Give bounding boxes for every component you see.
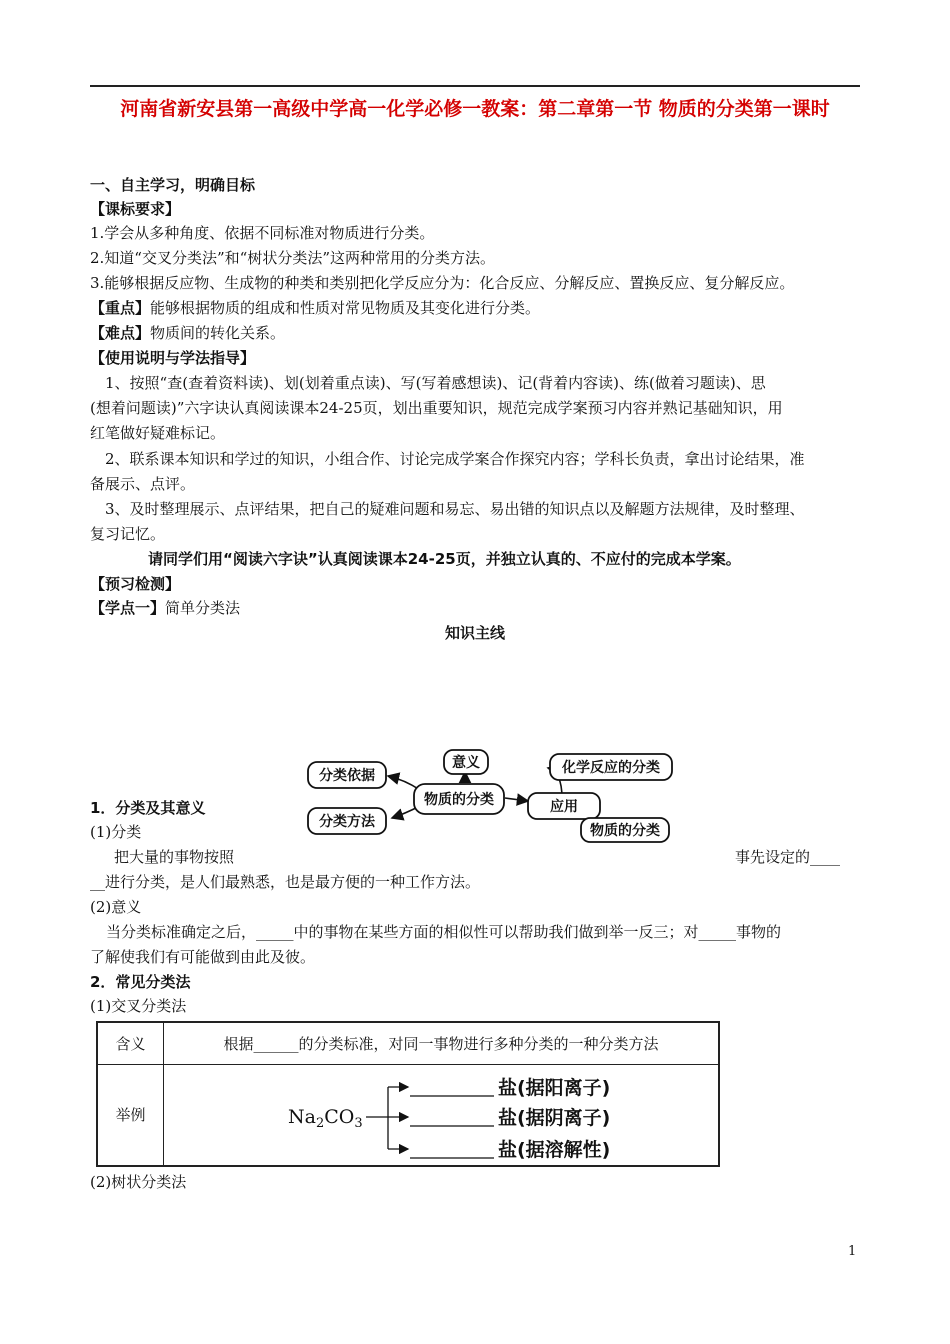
point-1-label: 【学点一】 xyxy=(90,599,166,617)
guide-1-line-3: 红笔做好疑难标记。 xyxy=(90,424,226,442)
part-1-meaning-line-2: 了解使我们有可能做到由此及彼。 xyxy=(90,948,316,966)
part-1-sub-1: (1)分类 xyxy=(90,823,142,841)
part-1-meaning-line-1: 当分类标准确定之后，_____中的事物在某些方面的相似性可以帮助我们做到举一反三；对_____事物的 xyxy=(106,923,782,941)
meaning-label: 意义 xyxy=(452,755,480,771)
guide-1-line-2: (想着问题读)”六字诀认真阅读课本24-25页，划出重要知识，规范完成学案预习内容并熟记基础知识，用 xyxy=(90,399,783,417)
center-label: 物质的分类 xyxy=(424,792,494,808)
part-2-sub-1: (1)交叉分类法 xyxy=(90,997,187,1015)
point-1-text: 简单分类法 xyxy=(165,599,241,617)
part-1-sub-2: (2)意义 xyxy=(90,898,142,916)
guide-1-line-1: 1、按照“查(查着资料读)、划(划着重点读)、写(写着感想读)、记(背着内容读)、练(做着习题读)、思 xyxy=(105,374,766,392)
key-text: 能够根据物质的组成和性质对常见物质及其变化进行分类。 xyxy=(150,299,541,317)
branch-cation: 盐(据阳离子) xyxy=(498,1076,611,1099)
header-rule xyxy=(90,85,860,87)
basis-label: 分类依据 xyxy=(319,768,375,784)
part-2-sub-2: (2)树状分类法 xyxy=(90,1173,187,1191)
requirement-1: 1.学会从多种角度、依据不同标准对物质进行分类。 xyxy=(90,224,435,242)
part-1-heading: 1．分类及其意义 xyxy=(90,799,206,817)
requirement-2: 2.知道“交叉分类法”和“树状分类法”这两种常用的分类方法。 xyxy=(90,249,495,267)
part-1-text-c: __进行分类，是人们最熟悉，也是最方便的一种工作方法。 xyxy=(90,873,481,891)
section-heading: 一、自主学习，明确目标 xyxy=(90,176,256,194)
document-title: 河南省新安县第一高级中学高一化学必修一教案：第二章第一节 物质的分类第一课时 xyxy=(120,98,830,120)
page-number: 1 xyxy=(848,1244,857,1259)
guide-2-line-1: 2、联系课本知识和学过的知识，小组合作、讨论完成学案合作探究内容；学科长负责，拿出讨论结果，准 xyxy=(105,450,805,468)
main-line-label: 知识主线 xyxy=(444,624,505,642)
point-1 xyxy=(90,596,865,620)
reaction-class-label: 化学反应的分类 xyxy=(562,760,660,776)
guide-3-line-2: 复习记忆。 xyxy=(90,525,166,543)
part-1-text-a: 把大量的事物按照 xyxy=(114,848,235,866)
part-1-text-b: 事先设定的____ xyxy=(735,848,841,866)
preview-label: 【预习检测】 xyxy=(90,575,181,593)
difficult-text: 物质间的转化关系。 xyxy=(150,324,286,342)
key-label: 【重点】 xyxy=(90,299,151,317)
cross-classification-diagram xyxy=(164,1065,718,1165)
notice: 请同学们用“阅读六字诀”认真阅读课本24-25页，并独立认真的、不应付的完成本学案。 xyxy=(148,550,741,568)
difficult-point xyxy=(90,321,865,345)
branch-anion: 盐(据阴离子) xyxy=(498,1106,611,1129)
cross-classification-table xyxy=(96,1021,720,1167)
row-example-label: 举例 xyxy=(97,1064,164,1166)
part-2-heading: 2．常见分类法 xyxy=(90,973,191,991)
compound-formula: $Na_2CO_3$ xyxy=(288,1105,363,1131)
key-point xyxy=(90,296,865,320)
guide-2-line-2: 备展示、点评。 xyxy=(90,475,196,493)
row-example-cell xyxy=(164,1064,720,1166)
row-meaning-text: 根据______的分类标准，对同一事物进行多种分类的一种分类方法 xyxy=(164,1022,720,1064)
substance-class-label: 物质的分类 xyxy=(590,823,660,839)
method-label: 分类方法 xyxy=(319,814,375,830)
branch-solubility: 盐(据溶解性) xyxy=(498,1138,611,1161)
guide-3-line-1: 3、及时整理展示、点评结果，把自己的疑难问题和易忘、易出错的知识点以及解题方法规律，及时整理、 xyxy=(105,500,805,518)
guide-label: 【使用说明与学法指导】 xyxy=(90,349,256,367)
requirement-3: 3.能够根据反应物、生成物的种类和类别把化学反应分为：化合反应、分解反应、置换反应、复分解反应。 xyxy=(90,274,795,292)
application-label: 应用 xyxy=(550,799,578,815)
difficult-label: 【难点】 xyxy=(90,324,151,342)
curriculum-label: 【课标要求】 xyxy=(90,200,181,218)
row-meaning-label: 含义 xyxy=(97,1022,164,1064)
